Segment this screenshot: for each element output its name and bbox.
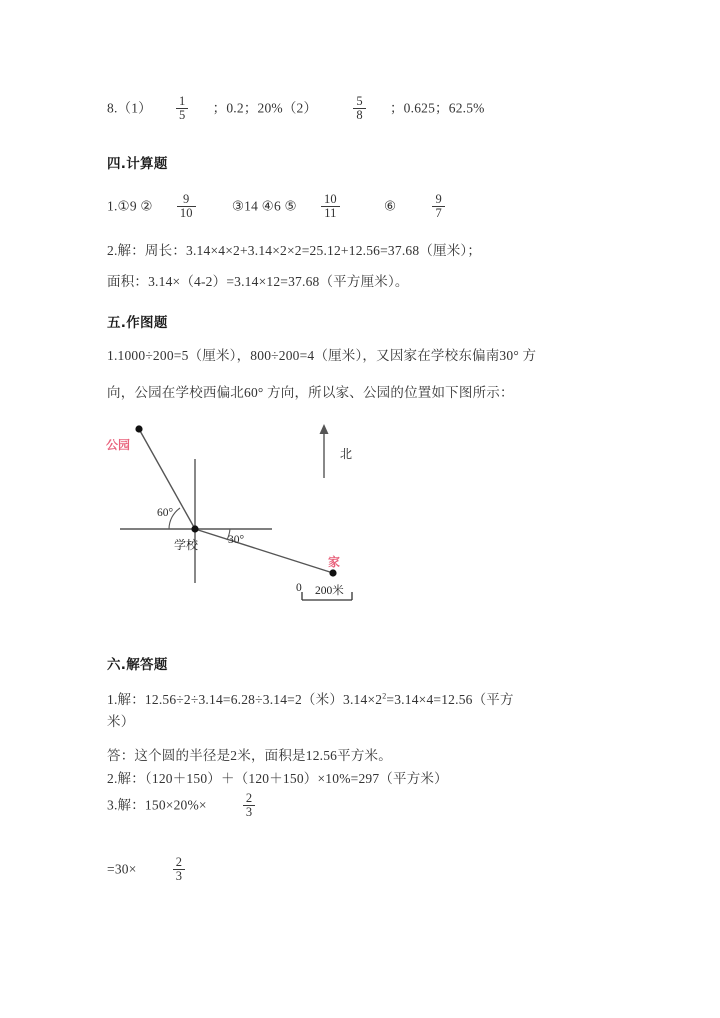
fraction-numerator: 1 bbox=[179, 94, 186, 108]
direction-diagram bbox=[100, 410, 400, 625]
fraction-nine-tenths bbox=[177, 193, 196, 220]
item1-part2: =3.14×4=12.56（平方 bbox=[386, 692, 514, 707]
fraction-denominator: 8 bbox=[353, 108, 365, 122]
fraction-ten-elevenths bbox=[321, 193, 340, 220]
fraction-denominator: 3 bbox=[173, 869, 185, 883]
fraction-nine-sevenths bbox=[432, 193, 444, 220]
question-8-tail: ；0.625；62.5% bbox=[389, 100, 485, 116]
fraction-numerator: 9 bbox=[435, 192, 442, 206]
section6-answer-statement: 答：这个圆的半径是2米，面积是12.56平方米。 bbox=[107, 748, 392, 763]
home-point bbox=[329, 569, 336, 576]
item1-mid2: ⑥ bbox=[384, 198, 397, 214]
section-heading-answer: 六.解答题 bbox=[107, 657, 168, 673]
item1-prefix: 1.①9 ② bbox=[107, 198, 153, 214]
school-label: 学校 bbox=[174, 538, 199, 552]
fraction-numerator: 2 bbox=[245, 791, 253, 805]
section6-item4 bbox=[107, 857, 188, 884]
section5-item1-line1: 1.1000÷200=5（厘米），800÷200=4（厘米），又因家在学校东偏南30° 方 bbox=[107, 348, 537, 363]
question-8-mid: ；0.2；20%（2） bbox=[212, 100, 318, 116]
scale-zero-label: 0 bbox=[296, 582, 302, 594]
scale-value-label: 200米 bbox=[315, 585, 344, 597]
direction-diagram-svg bbox=[100, 410, 400, 625]
section6-item1 bbox=[107, 690, 612, 710]
angle-label-60: 60° bbox=[157, 507, 174, 519]
north-label: 北 bbox=[340, 447, 353, 461]
section-heading-drawing: 五.作图题 bbox=[107, 315, 168, 331]
section6-item2: 2.解：（120＋150）＋（120＋150）×10%=297（平方米） bbox=[107, 771, 448, 786]
section6-item1-continued: 米） bbox=[107, 714, 135, 729]
fraction-denominator: 5 bbox=[176, 108, 188, 122]
fraction-numerator: 10 bbox=[323, 192, 337, 206]
fraction-five-eighths bbox=[353, 95, 365, 122]
fraction-numerator: 5 bbox=[356, 94, 363, 108]
fraction-numerator: 2 bbox=[175, 855, 183, 869]
section4-item1-line bbox=[107, 194, 448, 221]
fraction-denominator: 3 bbox=[243, 805, 255, 819]
section-heading-calculation: 四.计算题 bbox=[107, 156, 168, 172]
question-8-line bbox=[107, 96, 485, 123]
ray-to-home bbox=[195, 529, 333, 573]
park-point bbox=[135, 425, 142, 432]
section5-item1-line2: 向，公园在学校西偏北60° 方向，所以家、公园的位置如下图所示： bbox=[107, 385, 514, 400]
section4-item2-perimeter: 2.解：周长：3.14×4×2+3.14×2×2=25.12+12.56=37.68（厘米）； bbox=[107, 243, 482, 258]
fraction-denominator: 10 bbox=[177, 206, 196, 220]
section4-item2-area: 面积：3.14×（4-2）=3.14×12=37.68（平方厘米）。 bbox=[107, 274, 409, 289]
section6-item3 bbox=[107, 793, 258, 820]
school-point bbox=[191, 525, 198, 532]
item1-mid1: ③14 ④6 ⑤ bbox=[231, 198, 297, 214]
park-label: 公园 bbox=[106, 438, 131, 452]
home-label: 家 bbox=[328, 555, 341, 569]
angle-label-30: 30° bbox=[228, 534, 245, 546]
fraction-two-thirds-b bbox=[173, 856, 185, 883]
fraction-two-thirds-a bbox=[243, 792, 255, 819]
fraction-numerator: 9 bbox=[183, 192, 190, 206]
fraction-one-fifth bbox=[176, 95, 188, 122]
item4-prefix: =30× bbox=[107, 861, 137, 877]
north-arrow-head bbox=[320, 424, 329, 434]
question-8-prefix: 8.（1） bbox=[107, 100, 152, 116]
item1-part1: 1.解：12.56÷2÷3.14=6.28÷3.14=2（米）3.14×2 bbox=[107, 692, 383, 707]
item3-prefix: 3.解：150×20%× bbox=[107, 797, 207, 813]
fraction-denominator: 7 bbox=[432, 206, 444, 220]
exponent-two: 2 bbox=[382, 691, 387, 701]
fraction-denominator: 11 bbox=[321, 206, 340, 220]
